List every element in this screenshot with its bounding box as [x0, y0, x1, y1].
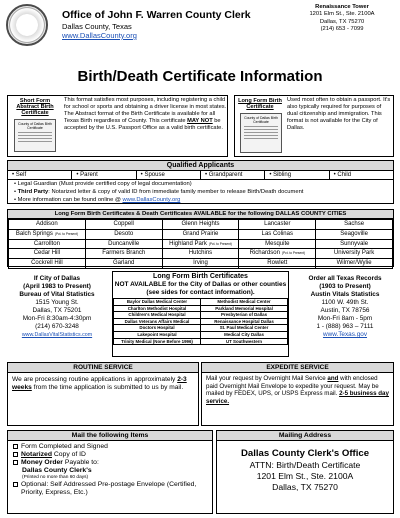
- city-name: Farmers Branch: [102, 250, 146, 257]
- city-name: Grand Prairie: [182, 230, 219, 237]
- short-form-desc: [64, 97, 227, 132]
- third-party-text: : Notarized letter & copy of valid ID from immediate family member to release Birth/Death document: [48, 189, 304, 195]
- expedite-section: [201, 362, 394, 426]
- long-form-thumbnail: [240, 113, 282, 153]
- mail-item-text: Payable to:: [62, 459, 99, 466]
- hospitals-subtitle: NOT AVAILABLE for the City of Dallas or other counties (see sides for contact information).: [114, 281, 287, 296]
- hospital-row: [114, 299, 288, 306]
- applicant-item: • Child: [333, 172, 352, 178]
- city-footnote: (Pct. to Present): [54, 231, 78, 236]
- city-cell: [239, 229, 316, 239]
- city-name: Hutchins: [188, 250, 213, 257]
- texas-records-info: [293, 275, 397, 339]
- city-name: Addison: [36, 221, 58, 227]
- expedite-text-part: with enclosed paid Overnight Mail Envelope to expedite your request. May be mailed by FEDEX, UPS, or USPS Express mail.: [206, 375, 379, 398]
- third-party-label: Third Party: [17, 189, 49, 195]
- city-cell: [162, 259, 239, 269]
- mail-item-money-order: [13, 459, 207, 467]
- city-row: [9, 239, 393, 249]
- texas-bureau: Austin Vitals Statistics: [310, 291, 380, 298]
- city-dallas-info: [7, 275, 107, 339]
- city-name: Cedar Hill: [33, 250, 61, 257]
- address-line-1: 1201 Elm St., Ste. 2100A: [309, 11, 375, 18]
- texas-dates: (1903 to Present): [319, 283, 371, 290]
- mailing-address-section: [216, 430, 394, 514]
- hospitals-table: [113, 298, 288, 345]
- hospital-cell: Presbyterian of Dallas: [201, 312, 288, 319]
- page-title: Birth/Death Certificate Information: [77, 68, 323, 85]
- third-party: • Third Party: Notarized letter & copy of valid ID from immediate family member to release Birth/Death document: [14, 189, 304, 195]
- applicant-label: Child: [337, 172, 352, 178]
- routine-text: [8, 373, 198, 395]
- applicant-item: • Grandparent: [201, 171, 265, 179]
- mailing-name: Dallas County Clerk's Office: [240, 448, 370, 459]
- mailing-title: Mailing Address: [217, 431, 393, 441]
- qualified-title: Qualified Applicants: [8, 161, 393, 171]
- city-name: Desoto: [114, 230, 134, 237]
- city-cell: [239, 239, 316, 249]
- office-title: Office of John F. Warren County Clerk: [62, 9, 251, 21]
- city-dallas-hours: Mon-Fri 8:30am-4:30pm: [22, 315, 92, 322]
- hospital-cell: Baylor Dallas Medical Center: [114, 299, 201, 306]
- city-row: [9, 229, 393, 239]
- mail-item-form: [13, 443, 207, 451]
- applicant-label: Grandparent: [208, 172, 243, 178]
- routine-title: ROUTINE SERVICE: [8, 363, 198, 373]
- mail-item-envelope: [13, 481, 207, 497]
- texas-phone: 1 - (888) 963 – 7111: [316, 323, 374, 330]
- applicant-item: • Parent: [72, 171, 136, 179]
- mail-item-text: Copy of ID: [51, 451, 86, 458]
- routine-text-part: We are processing routine applications in approximately: [12, 376, 178, 383]
- long-form-desc: Used most often to obtain a passport. It's also typically required for purposes of dual citizenship and immigration. This format is not available for the City of Dallas.: [287, 97, 391, 131]
- hospital-cell: Dallas Veterans Affairs Medical: [114, 318, 201, 325]
- city-cell: [9, 220, 86, 230]
- desc-part: This format satisfies most purposes, including registering a child for school or sports and obtaining a driver license in most states. The Abstract format of the Birth Certificate is available for all Texas Birth regardless of County. This certificate: [64, 97, 227, 124]
- city-name: Coppell: [113, 221, 134, 227]
- hospital-cell: St. Paul Medical Center: [201, 325, 288, 332]
- hospital-cell: Parkland Memorial Hospital: [201, 305, 288, 312]
- applicant-item: • Sibling: [265, 171, 329, 179]
- city-cell: [85, 259, 162, 269]
- city-cell: [162, 249, 239, 259]
- city-cell: [9, 259, 86, 269]
- city-cell: [85, 220, 162, 230]
- short-form-label: Short Form Abstract Birth Certificate: [16, 98, 54, 116]
- city-row: [9, 259, 393, 269]
- applicant-label: Self: [15, 172, 27, 178]
- long-form-section: [234, 95, 394, 157]
- short-form-section: [7, 95, 228, 157]
- cities-title: Long Form Birth Certificates & Death Certificates AVAILABLE for the following DALLAS COUNTY CITIES: [8, 210, 393, 219]
- city-cell: [9, 249, 86, 259]
- mail-item-bold: Notarized: [21, 451, 52, 458]
- mail-item-bold: Money Order: [21, 459, 63, 466]
- hospital-row: [114, 312, 288, 319]
- expedite-and: and: [327, 375, 339, 382]
- county-name: Dallas County, Texas: [62, 22, 132, 31]
- expedite-time: 2-5 business day service.: [206, 390, 389, 405]
- city-footnote: (Pct. to Present): [281, 251, 305, 256]
- short-form-thumbnail: [14, 119, 56, 152]
- cities-section: [7, 209, 394, 267]
- thumb-text: County of Dallas Birth Certificate: [18, 122, 52, 130]
- checkbox-icon: [13, 460, 18, 465]
- city-name: Sunnyvale: [340, 240, 369, 247]
- hospital-row: [114, 338, 288, 345]
- qualified-section: [7, 160, 394, 204]
- applicant-list: [8, 171, 393, 180]
- city-dallas-link[interactable]: www.DallasVitalStatistics.com: [21, 332, 93, 338]
- mail-items-section: [7, 430, 213, 514]
- texas-link[interactable]: www.Texas.gov: [322, 331, 368, 338]
- mail-items-title: Mail the following Items: [8, 431, 212, 441]
- texas-addr2: Austin, TX 78756: [320, 307, 370, 314]
- city-cell: [85, 249, 162, 259]
- city-row: [9, 249, 393, 259]
- city-name: Lancaster: [264, 221, 291, 227]
- routine-time: 2-3 weeks: [12, 376, 187, 391]
- long-form-label: Long Form Birth Certificate: [238, 98, 282, 110]
- city-cell: [239, 259, 316, 269]
- texas-addr1: 1100 W. 49th St.: [321, 299, 369, 306]
- tower-name: Renaissance Tower: [315, 4, 369, 10]
- mailing-street: 1201 Elm St., Ste. 2100A: [256, 471, 354, 481]
- city-footnote: (Pct. to Present): [208, 241, 232, 246]
- city-name: Wilmer/Wylie: [336, 260, 372, 267]
- city-dallas-addr2: Dallas, TX 75201: [32, 307, 82, 314]
- city-dallas-phone: (214) 670-3248: [35, 323, 79, 330]
- money-order-payee: Dallas County Clerk's: [22, 467, 92, 474]
- city-name: Glenn Heights: [181, 221, 220, 227]
- city-name: Seagoville: [340, 230, 368, 237]
- more-info: • More information can be found online @ www.DallasCounty.org: [14, 197, 181, 203]
- address-line-2: Dallas, TX 75270: [319, 18, 365, 25]
- city-name: Irving: [193, 260, 208, 267]
- header-address: [292, 4, 392, 33]
- texas-hours: Mon-Fri 8am - 5pm: [317, 315, 373, 322]
- hospital-cell: Trinity Medical (None Before 1996): [114, 338, 201, 345]
- hospital-cell: Renaissance Hospital Dallas: [201, 318, 288, 325]
- city-cell: [316, 220, 393, 230]
- mail-item-text: Form Completed and Signed: [21, 443, 108, 450]
- city-name: Carrollton: [33, 240, 60, 247]
- city-dallas-addr1: 1515 Young St.: [35, 299, 79, 306]
- checkbox-icon: [13, 452, 18, 457]
- legal-guardian-text: Legal Guardian (Must provide certified copy of legal documentation): [17, 181, 192, 187]
- thumb-text: County of Dallas Birth Certificate: [244, 116, 278, 124]
- city-cell: [316, 259, 393, 269]
- money-order-note: (Printed no more than 60 days): [22, 475, 89, 480]
- city-name: Mesquite: [265, 240, 290, 247]
- hospital-cell: Methodist Medical Center: [201, 299, 288, 306]
- legal-guardian: • Legal Guardian (Must provide certified copy of legal documentation): [14, 181, 192, 187]
- city-cell: [9, 239, 86, 249]
- mailing-city: Dallas, TX 75270: [272, 482, 338, 492]
- routine-text-part: from the time application is submitted to us by mail.: [31, 384, 184, 391]
- hospital-cell: UT Southwestern: [201, 338, 288, 345]
- mail-item-text: Optional: Self Addressed Pre-postage Envelope (Certified, Priority, Express, Etc.): [21, 480, 197, 496]
- hospital-cell: Children's Medical Hospital: [114, 312, 201, 319]
- city-cell: [239, 249, 316, 259]
- applicant-label: Parent: [80, 172, 98, 178]
- city-name: Sachse: [344, 221, 365, 227]
- city-row: [9, 220, 393, 230]
- city-name: Garland: [113, 260, 135, 267]
- city-name: Cockrell Hill: [31, 260, 63, 267]
- mail-item-id: [13, 451, 207, 459]
- hospital-row: [114, 325, 288, 332]
- cities-table: [8, 219, 393, 269]
- hospital-row: [114, 305, 288, 312]
- city-dallas-title: If City of Dallas: [33, 275, 81, 282]
- city-name: Duncanville: [108, 240, 140, 247]
- applicant-item: • Spouse: [137, 171, 201, 179]
- city-cell: [239, 220, 316, 230]
- city-name: Rowlett: [267, 260, 288, 267]
- applicant-item: • Self: [8, 171, 72, 179]
- city-cell: [162, 239, 239, 249]
- phone: (214) 653 - 7099: [320, 25, 364, 32]
- city-name: Balch Springs: [15, 230, 53, 237]
- hospitals-title: Long Form Birth Certificates: [153, 273, 248, 280]
- routine-section: [7, 362, 199, 426]
- hospital-cell: Doctors Hospital: [114, 325, 201, 332]
- checkbox-icon: [13, 482, 18, 487]
- city-name: Highland Park: [169, 240, 207, 247]
- hospital-row: [114, 318, 288, 325]
- applicant-label: Sibling: [273, 172, 292, 178]
- texas-title: Order all Texas Records: [308, 275, 382, 282]
- city-cell: [85, 239, 162, 249]
- city-cell: [9, 229, 86, 239]
- hospital-cell: Charlton Methodist Hospital: [114, 305, 201, 312]
- hospital-cell: Medical City Dallas: [201, 331, 288, 338]
- desc-part: be accepted by the U.S. Passport Office as a valid birth certificate.: [64, 118, 223, 131]
- city-dallas-bureau: Bureau of Vital Statistics: [19, 291, 95, 298]
- city-name: Las Colinas: [261, 230, 293, 237]
- county-seal: [6, 4, 48, 46]
- city-cell: [316, 229, 393, 239]
- hospitals-section: [112, 271, 289, 357]
- city-cell: [316, 249, 393, 259]
- applicant-label: Spouse: [144, 172, 165, 178]
- city-name: University Park: [333, 250, 375, 257]
- city-name: Richardson: [249, 250, 280, 257]
- more-info-text: More information can be found online @: [17, 197, 123, 203]
- city-cell: [85, 229, 162, 239]
- website-link[interactable]: www.DallasCounty.org: [62, 31, 137, 40]
- expedite-text-part: Mail your request by Overnight Mail Service: [206, 375, 328, 382]
- city-cell: [316, 239, 393, 249]
- expedite-text: [202, 373, 393, 407]
- hospital-row: [114, 331, 288, 338]
- checkbox-icon: [13, 444, 18, 449]
- city-cell: [162, 220, 239, 230]
- city-dallas-dates: (April 1983 to Present): [23, 283, 91, 290]
- expedite-title: EXPEDITE SERVICE: [202, 363, 393, 373]
- mailing-attn: ATTN: Birth/Death Certificate: [249, 460, 361, 470]
- more-info-link[interactable]: www.DallasCounty.org: [122, 197, 181, 203]
- desc-bold: MAY NOT: [187, 118, 213, 124]
- hospital-cell: Lakepoint Hospital: [114, 331, 201, 338]
- city-cell: [162, 229, 239, 239]
